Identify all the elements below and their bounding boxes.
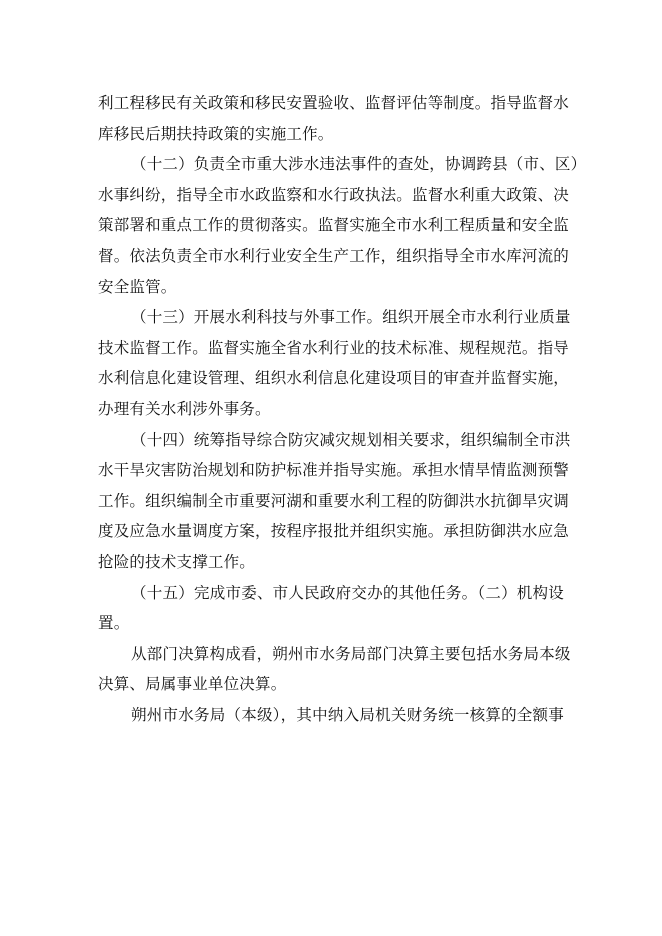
text-line: 利工程移民有关政策和移民安置验收、监督评估等制度。指导监督水 (98, 94, 570, 112)
paragraph (98, 149, 587, 302)
text-line: （十五）完成市委、市人民政府交办的其他任务。（二）机构设 (131, 583, 564, 602)
text-line: （十四）统筹指导综合防灾减灾规划相关要求，组织编制全市洪 (131, 430, 571, 449)
text-line: 水事纠纷，指导全市水政监察和水行政执法。监督水利重大政策、决 (98, 185, 570, 204)
paragraph (98, 700, 564, 731)
text-line: 朔州市水务局（本级），其中纳入局机关财务统一核算的全额事 (131, 705, 564, 724)
text-line: 工作。组织编制全市重要河湖和重要水利工程的防御洪水抗御旱灾调 (98, 491, 570, 510)
text-line: 办理有关水利涉外事务。 (98, 399, 271, 418)
text-line: 置。 (98, 614, 130, 633)
text-line: 抢险的技术支撑工作。 (98, 552, 256, 571)
text-line: 水利信息化建设管理、组织水利信息化建设项目的审查并监督实施， (98, 369, 570, 388)
paragraph (98, 425, 571, 578)
text-line: 水干旱灾害防治规划和防护标准并指导实施。承担水情旱情监测预警 (98, 461, 570, 480)
text-line: 督。依法负责全市水利行业安全生产工作，组织指导全市水库河流的 (98, 246, 570, 265)
paragraph (98, 302, 571, 424)
text-line: 决算、局属事业单位决算。 (98, 675, 287, 694)
document-body (98, 88, 587, 730)
text-line: （十三）开展水利科技与外事工作。组织开展全市水利行业质量 (131, 308, 571, 327)
text-line: （十二）负责全市重大涉水违法事件的查处，协调跨县（市、区） (131, 155, 587, 174)
paragraph (98, 578, 564, 639)
text-line: 技术监督工作。监督实施全省水利行业的技术标准、规程规范。指导 (98, 338, 570, 357)
text-line: 度及应急水量调度方案，按程序报批并组织实施。承担防御洪水应急 (98, 522, 570, 541)
text-line: 库移民后期扶持政策的实施工作。 (98, 124, 334, 143)
text-line: 策部署和重点工作的贯彻落实。监督实施全市水利工程质量和安全监 (98, 216, 570, 235)
paragraph (98, 639, 571, 700)
text-line: 安全监管。 (98, 277, 177, 296)
text-line: 从部门决算构成看，朔州市水务局部门决算主要包括水务局本级 (131, 644, 571, 663)
paragraph (98, 88, 570, 149)
